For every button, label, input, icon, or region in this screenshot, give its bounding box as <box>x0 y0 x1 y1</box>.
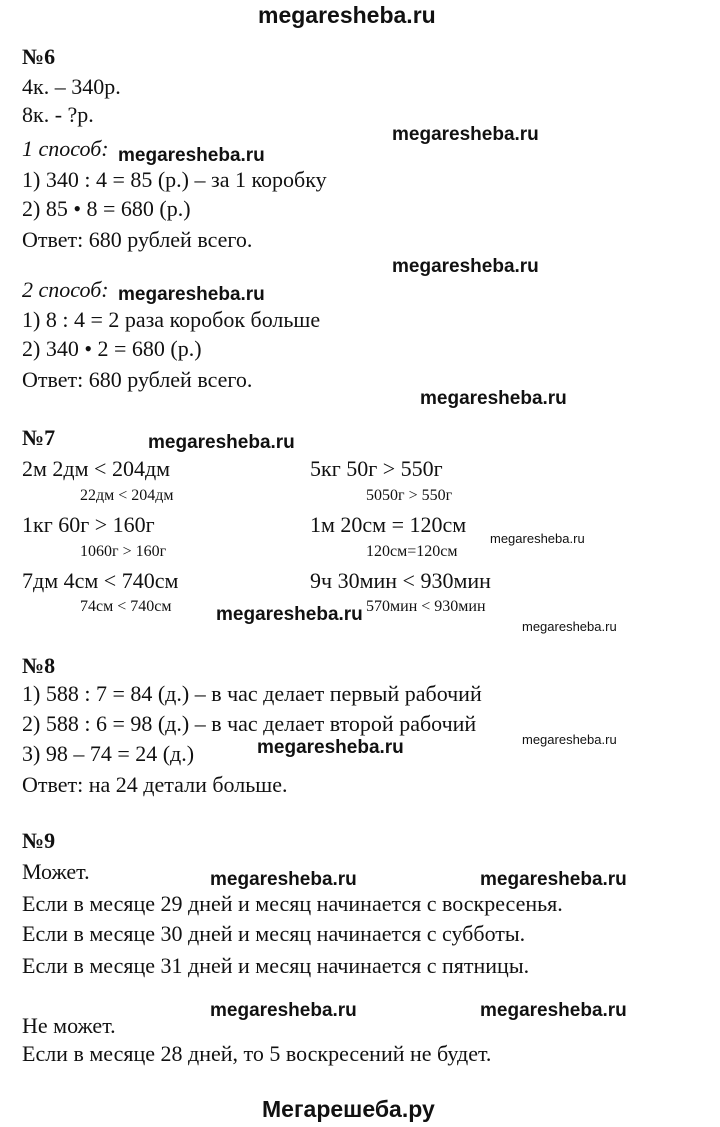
task6-given1: 4к. – 340р. <box>22 74 121 99</box>
task8-step3: 3) 98 – 74 = 24 (д.) <box>22 741 195 766</box>
task6-method1: 1 способ: <box>22 136 109 161</box>
site-footer: Мегарешеба.ру <box>262 1096 435 1122</box>
watermark: megaresheba.ru <box>480 1000 627 1021</box>
task7-right2: 1м 20см = 120см <box>310 512 467 537</box>
task6-given2: 8к. - ?р. <box>22 102 94 127</box>
task7-right3-sub: 570мин < 930мин <box>366 598 486 615</box>
task8-title: №8 <box>22 653 56 678</box>
task7-right1-sub: 5050г > 550г <box>366 487 453 504</box>
task6-m1-step1: 1) 340 : 4 = 85 (р.) – за 1 коробку <box>22 167 327 192</box>
task7-left3: 7дм 4см < 740см <box>22 568 179 593</box>
task7-right3: 9ч 30мин < 930мин <box>310 568 491 593</box>
task9-case4: Если в месяце 28 дней, то 5 воскресений не будет. <box>22 1041 492 1066</box>
task6-m2-step2: 2) 340 • 2 = 680 (р.) <box>22 336 202 361</box>
task7-left1-sub: 22дм < 204дм <box>80 487 174 504</box>
watermark: megaresheba.ru <box>522 732 617 747</box>
task9-case3: Если в месяце 31 дней и месяц начинается с пятницы. <box>22 953 530 978</box>
task8-step2: 2) 588 : 6 = 98 (д.) – в час делает второй рабочий <box>22 711 477 736</box>
task7-right2-sub: 120см=120см <box>366 543 458 560</box>
task6-m2-answer: Ответ: 680 рублей всего. <box>22 367 253 392</box>
watermark: megaresheba.ru <box>210 1000 357 1021</box>
task6-title: №6 <box>22 44 56 69</box>
task9-can: Может. <box>22 859 90 884</box>
task7-right1: 5кг 50г > 550г <box>310 456 443 481</box>
watermark: megaresheba.ru <box>522 619 617 634</box>
task6-m2-step1: 1) 8 : 4 = 2 раза коробок больше <box>22 307 321 332</box>
task6-method2: 2 способ: <box>22 277 109 302</box>
watermark: megaresheba.ru <box>148 432 295 453</box>
task9-case1: Если в месяце 29 дней и месяц начинается с воскресенья. <box>22 891 563 916</box>
task9-case2: Если в месяце 30 дней и месяц начинается с субботы. <box>22 921 526 946</box>
watermark: megaresheba.ru <box>490 531 585 546</box>
task6-m1-answer: Ответ: 680 рублей всего. <box>22 227 253 252</box>
site-header: megaresheba.ru <box>258 2 436 28</box>
task9-title: №9 <box>22 828 56 853</box>
task8-step1: 1) 588 : 7 = 84 (д.) – в час делает первый рабочий <box>22 681 482 706</box>
watermark: megaresheba.ru <box>392 124 539 145</box>
watermark: megaresheba.ru <box>118 284 265 305</box>
task7-left3-sub: 74см < 740см <box>80 598 172 615</box>
task7-left2: 1кг 60г > 160г <box>22 512 155 537</box>
task7-left1: 2м 2дм < 204дм <box>22 456 171 481</box>
watermark: megaresheba.ru <box>216 604 363 625</box>
task6-m1-step2: 2) 85 • 8 = 680 (р.) <box>22 196 191 221</box>
task7-left2-sub: 1060г > 160г <box>80 543 167 560</box>
task7-title: №7 <box>22 425 56 450</box>
watermark: megaresheba.ru <box>392 256 539 277</box>
watermark: megaresheba.ru <box>118 145 265 166</box>
watermark: megaresheba.ru <box>480 869 627 890</box>
task8-answer: Ответ: на 24 детали больше. <box>22 772 288 797</box>
watermark: megaresheba.ru <box>257 737 404 758</box>
task9-cannot: Не может. <box>22 1013 116 1038</box>
watermark: megaresheba.ru <box>420 388 567 409</box>
watermark: megaresheba.ru <box>210 869 357 890</box>
